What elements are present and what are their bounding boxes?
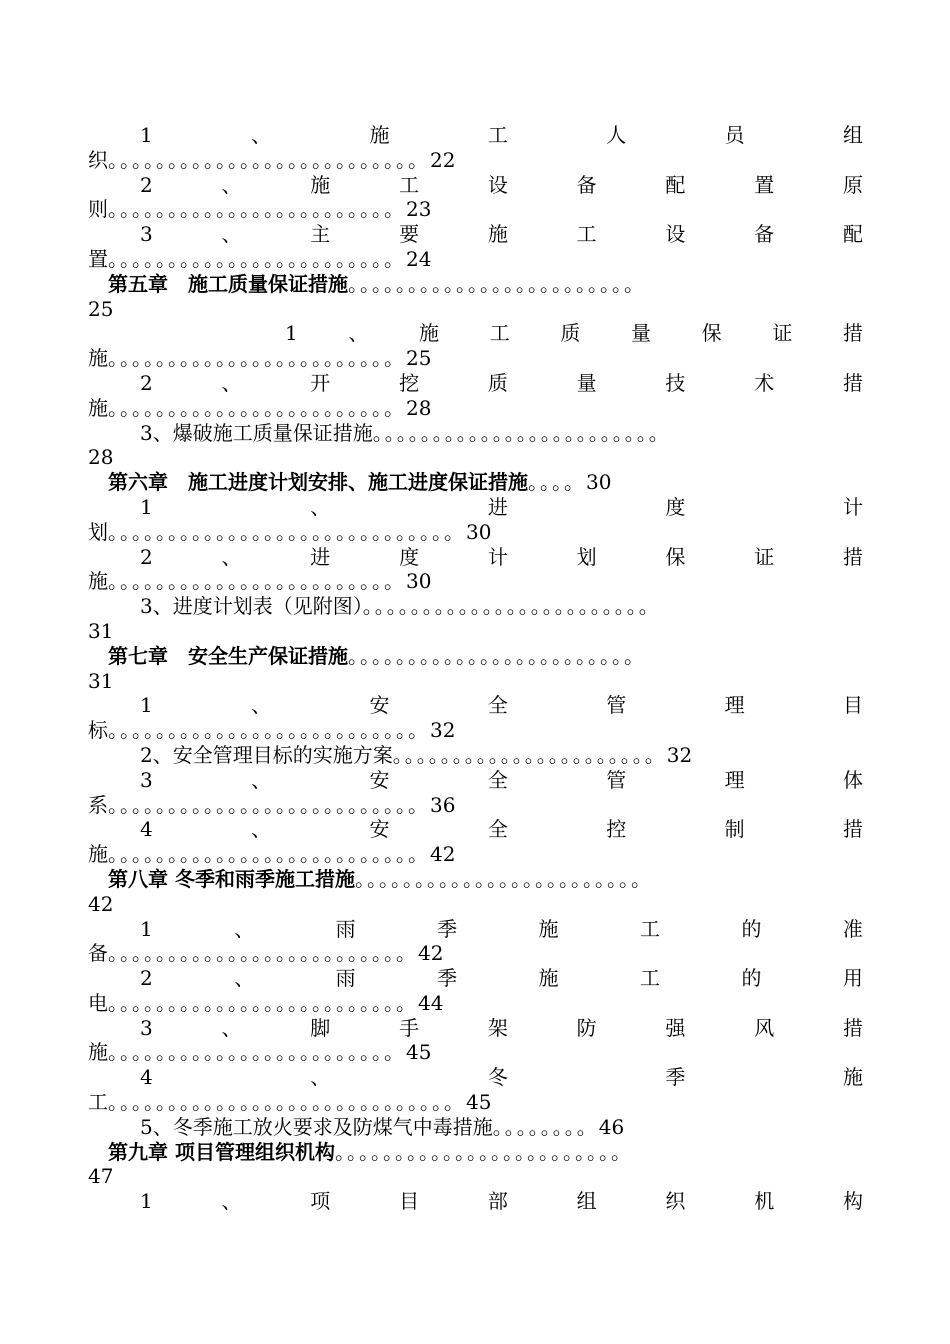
- toc-page-line: [0, 445, 950, 470]
- toc-page-number: 47: [88, 1164, 114, 1189]
- toc-item-title: 3、进度计划表（见附图）: [140, 594, 363, 619]
- toc-char: 证: [754, 544, 775, 569]
- toc-continuation: [88, 842, 888, 867]
- toc-continuation: [88, 1090, 888, 1115]
- toc-char: 、: [221, 172, 242, 197]
- toc-entry-line: [0, 222, 950, 247]
- toc-tail-char: 施: [88, 346, 108, 371]
- toc-char: 理: [724, 693, 745, 718]
- toc-spread-text: [140, 123, 863, 148]
- toc-entry-line: [0, 693, 950, 718]
- toc-continuation: [88, 520, 888, 545]
- toc-char: 工: [576, 222, 597, 247]
- toc-chapter-title: 第八章 冬季和雨季施工措施: [108, 866, 355, 891]
- toc-page-number: 28: [88, 445, 114, 470]
- toc-char: 目: [399, 1189, 420, 1214]
- toc-chapter-line: [0, 470, 950, 495]
- toc-char: 季: [665, 1065, 686, 1090]
- toc-entry-line: [0, 1016, 950, 1041]
- toc-heading-text: [108, 470, 878, 495]
- toc-char: 用: [842, 966, 863, 991]
- toc-entry-line: [0, 495, 950, 520]
- toc-entry-line: [0, 917, 950, 942]
- toc-page-line: [0, 619, 950, 644]
- toc-char: 2: [140, 966, 153, 991]
- toc-continuation-line: [0, 1040, 950, 1065]
- toc-continuation: [88, 197, 888, 222]
- toc-page-number: 23: [406, 197, 432, 222]
- toc-tail-char: 工: [88, 1090, 108, 1115]
- toc-heading-text: [108, 867, 878, 892]
- toc-char: 3: [140, 767, 153, 792]
- toc-char: 季: [437, 916, 458, 941]
- toc-continuation: [88, 941, 888, 966]
- toc-spread-text: [140, 693, 863, 718]
- toc-continuation: [88, 991, 888, 1016]
- toc-item-line: [0, 594, 950, 619]
- toc-chapter-title: 第七章 安全生产保证措施: [108, 643, 348, 668]
- toc-spread-text: [140, 495, 863, 520]
- toc-char: 安: [369, 817, 390, 842]
- toc-char: 保: [701, 321, 722, 346]
- toc-char: 的: [741, 916, 762, 941]
- toc-continuation: [88, 396, 888, 421]
- toc-page-number: 45: [406, 1040, 432, 1065]
- toc-char: 安: [369, 767, 390, 792]
- toc-char: 施: [369, 123, 390, 147]
- toc-page-number: 31: [88, 668, 114, 693]
- toc-page-number: 30: [466, 519, 492, 544]
- toc-leader-dots: 。。。。。。。。。。。。。。。。。。。。。。。。: [348, 643, 646, 668]
- toc-char: 计: [842, 494, 863, 519]
- toc-page-number: 42: [430, 842, 456, 867]
- toc-char: 施: [842, 1065, 863, 1090]
- toc-continuation-line: [0, 842, 950, 867]
- toc-chapter-title: 第六章 施工进度计划安排、施工进度保证措施: [108, 470, 528, 495]
- toc-char: 3: [140, 1015, 153, 1040]
- toc-char: 人: [606, 123, 627, 147]
- toc-char: 全: [487, 817, 508, 842]
- toc-char: 、: [251, 123, 272, 147]
- toc-page-line: [0, 297, 950, 322]
- toc-leader-dots: 。。。。。。。。。。。。。。。。。。。。。。。。。。: [108, 792, 430, 817]
- toc-char: 手: [399, 1015, 420, 1040]
- toc-continuation-line: [0, 991, 950, 1016]
- toc-char: 管: [606, 767, 627, 792]
- toc-char: 工: [399, 172, 420, 197]
- toc-leader-dots: 。。。。。。。。。。。。。。。。。。。。。。。。: [108, 569, 406, 594]
- toc-char: 雨: [335, 916, 356, 941]
- toc-char: 全: [487, 693, 508, 718]
- toc-page-number: 44: [418, 990, 444, 1015]
- toc-continuation-line: [0, 1090, 950, 1115]
- toc-char: 工: [489, 321, 510, 346]
- toc-leader-dots: 。。。。。。。。。。。。。。。。。。。。。。: [392, 742, 667, 767]
- toc-page-number: 42: [418, 941, 444, 966]
- toc-char: 项: [310, 1189, 331, 1214]
- toc-leader-dots: 。。。。。。。。。。。。。。。。。。。。。。。。。: [108, 941, 418, 966]
- toc-page-line: [0, 669, 950, 694]
- toc-page-number: 25: [88, 296, 114, 321]
- toc-char: 1: [140, 123, 153, 147]
- toc-leader-dots: 。。。。: [528, 470, 586, 495]
- toc-char: 制: [724, 817, 745, 842]
- toc-page-number: 46: [598, 1114, 625, 1139]
- toc-char: 措: [842, 321, 863, 346]
- toc-leader-dots: 。。。。。。。。。。。。。。。。。。。。。。。。: [354, 866, 653, 891]
- toc-char: 组: [842, 123, 863, 147]
- toc-leader-dots: 。。。。。。。。。。。。。。。。。。。。。。。。。。: [108, 842, 430, 867]
- toc-tail-char: 施: [88, 1040, 108, 1065]
- toc-char: 构: [842, 1189, 863, 1214]
- toc-entry-line: [0, 768, 950, 793]
- toc-chapter-title: 第五章 施工质量保证措施: [108, 271, 348, 296]
- toc-leader-dots: 。。。。。。。。。。。。。。。。。。。。。。。。: [108, 395, 406, 420]
- toc-leader-dots: 。。。。。。。。。。。。。。。。。。。。。。。。: [334, 1139, 633, 1164]
- toc-char: 体: [842, 767, 863, 792]
- toc-char: 4: [140, 817, 153, 842]
- toc-char: 施: [419, 321, 440, 346]
- toc-spread-text: [140, 1016, 863, 1041]
- toc-char: 证: [772, 321, 793, 346]
- toc-chapter-line: [0, 272, 950, 297]
- toc-tail-char: 则: [88, 197, 108, 222]
- toc-char: 全: [487, 767, 508, 792]
- toc-char: 管: [606, 693, 627, 718]
- toc-tail-char: 织: [88, 147, 108, 172]
- toc-tail-char: 划: [88, 519, 108, 544]
- toc-char: 1: [140, 693, 153, 718]
- toc-char: 2: [140, 172, 153, 197]
- toc-spread-text: [140, 966, 863, 991]
- toc-heading-text: [140, 594, 878, 619]
- toc-char: 备: [576, 172, 597, 197]
- toc-leader-dots: 。。。。。。。。。。。。。。。。。。。。。。。。。。。。。: [108, 519, 466, 544]
- toc-entry-line: [0, 545, 950, 570]
- toc-char: 、: [234, 916, 255, 941]
- toc-char: 配: [842, 222, 863, 247]
- toc-continuation-line: [0, 396, 950, 421]
- toc-continuation: [88, 1040, 888, 1065]
- toc-char: 2: [140, 544, 153, 569]
- toc-page-line: [0, 892, 950, 917]
- toc-char: 、: [234, 966, 255, 991]
- toc-leader-dots: 。。。。。。。。。。。。。。。。。。。。。。。。。。。。。: [108, 1090, 466, 1115]
- toc-continuation: [88, 346, 888, 371]
- toc-leader-dots: 。。。。。。。。。。。。。。。。。。。。。。。。: [108, 197, 406, 222]
- toc-char: 进: [487, 494, 508, 519]
- toc-char: 术: [754, 370, 775, 395]
- toc-page-number: 42: [88, 891, 114, 916]
- toc-char: 、: [310, 494, 331, 519]
- toc-leader-dots: 。。。。。。。。。。。。。。。。。。。。。。。。: [348, 271, 646, 296]
- toc-page-number: 30: [586, 470, 612, 495]
- toc-char: 、: [221, 222, 242, 247]
- toc-tail-char: 施: [88, 569, 108, 594]
- toc-continuation-line: [0, 247, 950, 272]
- toc-char: 2: [140, 370, 153, 395]
- toc-char: 1: [140, 1189, 153, 1214]
- toc-heading-text: [140, 421, 878, 446]
- toc-page-number: 32: [666, 742, 693, 767]
- toc-continuation: [88, 569, 888, 594]
- toc-char: 计: [487, 544, 508, 569]
- toc-char: 、: [251, 693, 272, 718]
- toc-spread-text: [140, 817, 863, 842]
- toc-page-wrap: [88, 1164, 113, 1189]
- toc-entry-line: [0, 123, 950, 148]
- toc-page-wrap: [88, 445, 113, 470]
- toc-continuation-line: [0, 569, 950, 594]
- toc-page-number: 30: [406, 569, 432, 594]
- toc-continuation: [88, 247, 888, 272]
- toc-char: 、: [251, 767, 272, 792]
- toc-page-number: 25: [406, 346, 432, 371]
- toc-char: 开: [310, 370, 331, 395]
- toc-char: 设: [665, 222, 686, 247]
- toc-char: 季: [437, 966, 458, 991]
- toc-char: 质: [487, 370, 508, 395]
- toc-page-wrap: [88, 669, 113, 694]
- toc-chapter-line: [0, 1140, 950, 1165]
- toc-page-wrap: [88, 297, 113, 322]
- toc-item-title: 5、冬季施工放火要求及防煤气中毒措施: [140, 1114, 493, 1139]
- toc-char: 架: [487, 1015, 508, 1040]
- toc-continuation-line: [0, 793, 950, 818]
- toc-page-number: 45: [466, 1090, 492, 1115]
- toc-char: 冬: [487, 1065, 508, 1090]
- toc-char: 1: [140, 916, 153, 941]
- toc-spread-text: [140, 545, 863, 570]
- toc-char: 措: [842, 370, 863, 395]
- toc-char: 量: [576, 370, 597, 395]
- toc-char: 控: [606, 817, 627, 842]
- toc-char: 挖: [399, 370, 420, 395]
- toc-spread-text: [140, 1065, 863, 1090]
- toc-continuation: [88, 793, 888, 818]
- toc-continuation: [88, 718, 888, 743]
- toc-char: 的: [741, 966, 762, 991]
- toc-entry-line: [0, 966, 950, 991]
- toc-spread-text: [285, 321, 863, 346]
- toc-entry-line: [0, 817, 950, 842]
- toc-continuation: [88, 148, 888, 173]
- toc-char: 施: [538, 916, 559, 941]
- toc-char: 1: [285, 321, 298, 346]
- toc-char: 要: [399, 222, 420, 247]
- table-of-contents: [0, 123, 950, 1214]
- toc-entry-line: [0, 321, 950, 346]
- toc-entry-line: [0, 371, 950, 396]
- toc-char: 强: [665, 1015, 686, 1040]
- toc-item-line: [0, 1115, 950, 1140]
- toc-char: 机: [754, 1189, 775, 1214]
- toc-char: 进: [310, 544, 331, 569]
- toc-heading-text: [108, 272, 878, 297]
- toc-char: 设: [487, 172, 508, 197]
- toc-chapter-title: 第九章 项目管理组织机构: [108, 1139, 335, 1164]
- toc-spread-text: [140, 768, 863, 793]
- toc-char: 工: [487, 123, 508, 147]
- toc-page-number: 22: [430, 147, 456, 172]
- toc-char: 技: [665, 370, 686, 395]
- toc-spread-text: [140, 173, 863, 198]
- toc-char: 、: [221, 544, 242, 569]
- toc-char: 工: [640, 966, 660, 991]
- toc-continuation-line: [0, 941, 950, 966]
- toc-page-number: 36: [430, 792, 456, 817]
- toc-char: 、: [221, 370, 242, 395]
- toc-char: 、: [251, 817, 272, 842]
- toc-spread-text: [140, 917, 863, 942]
- toc-char: 主: [310, 222, 331, 247]
- toc-item-title: 2、安全管理目标的实施方案: [140, 742, 393, 767]
- toc-item-line: [0, 421, 950, 446]
- toc-leader-dots: 。。。。。。。。。。。。。。。。。。。。。。。。。。: [108, 718, 430, 743]
- toc-char: 、: [348, 321, 369, 346]
- toc-char: 施: [310, 172, 331, 197]
- toc-leader-dots: 。。。。。。。。。。。。。。。。。。。。。。。。: [108, 1040, 406, 1065]
- toc-leader-dots: 。。。。。。。。: [492, 1114, 599, 1139]
- toc-char: 、: [310, 1065, 331, 1090]
- toc-char: 4: [140, 1065, 153, 1090]
- toc-tail-char: 标: [88, 718, 108, 743]
- toc-char: 1: [140, 494, 153, 519]
- toc-char: 度: [665, 494, 686, 519]
- toc-continuation-line: [0, 346, 950, 371]
- toc-char: 雨: [335, 966, 356, 991]
- toc-char: 划: [576, 544, 597, 569]
- toc-char: 脚: [310, 1015, 331, 1040]
- toc-char: 准: [842, 916, 863, 941]
- toc-page-number: 28: [406, 395, 432, 420]
- toc-spread-text: [140, 1189, 863, 1214]
- toc-heading-text: [108, 644, 878, 669]
- toc-char: 理: [724, 767, 745, 792]
- toc-tail-char: 施: [88, 395, 108, 420]
- toc-entry-line: [0, 1189, 950, 1214]
- toc-page-wrap: [88, 619, 113, 644]
- toc-char: 3: [140, 222, 153, 247]
- toc-leader-dots: 。。。。。。。。。。。。。。。。。。。。。。。。: [108, 346, 406, 371]
- toc-spread-text: [140, 222, 863, 247]
- toc-leader-dots: 。。。。。。。。。。。。。。。。。。。。。。。。: [372, 420, 671, 445]
- toc-char: 措: [842, 1015, 863, 1040]
- toc-tail-char: 系: [88, 792, 108, 817]
- toc-char: 工: [640, 916, 660, 941]
- toc-heading-text: [140, 743, 878, 768]
- toc-page-number: 24: [406, 246, 432, 271]
- toc-leader-dots: 。。。。。。。。。。。。。。。。。。。。。。。。。。: [108, 147, 430, 172]
- toc-char: 量: [631, 321, 652, 346]
- toc-continuation-line: [0, 197, 950, 222]
- toc-page-number: 31: [88, 618, 114, 643]
- toc-char: 员: [724, 123, 745, 147]
- toc-char: 、: [221, 1189, 242, 1214]
- toc-tail-char: 施: [88, 842, 108, 867]
- toc-char: 施: [538, 966, 559, 991]
- toc-char: 保: [665, 544, 686, 569]
- toc-heading-text: [108, 1140, 878, 1165]
- toc-tail-char: 置: [88, 246, 108, 271]
- toc-continuation-line: [0, 520, 950, 545]
- toc-char: 组: [576, 1189, 597, 1214]
- toc-char: 安: [369, 693, 390, 718]
- toc-char: 配: [665, 172, 686, 197]
- toc-page-wrap: [88, 892, 113, 917]
- toc-continuation-line: [0, 718, 950, 743]
- toc-char: 织: [665, 1189, 686, 1214]
- toc-char: 防: [576, 1015, 597, 1040]
- toc-entry-line: [0, 173, 950, 198]
- toc-heading-text: [140, 1115, 878, 1140]
- toc-char: 置: [754, 172, 775, 197]
- toc-leader-dots: 。。。。。。。。。。。。。。。。。。。。。。。。: [108, 246, 406, 271]
- toc-item-line: [0, 743, 950, 768]
- toc-char: 度: [399, 544, 420, 569]
- toc-tail-char: 备: [88, 941, 108, 966]
- toc-page-number: 32: [430, 718, 456, 743]
- toc-leader-dots: 。。。。。。。。。。。。。。。。。。。。。。。。: [362, 594, 661, 619]
- toc-char: 措: [842, 817, 863, 842]
- toc-char: 措: [842, 544, 863, 569]
- toc-entry-line: [0, 1065, 950, 1090]
- toc-char: 目: [842, 693, 863, 718]
- toc-leader-dots: 。。。。。。。。。。。。。。。。。。。。。。。。。: [108, 990, 418, 1015]
- toc-chapter-line: [0, 644, 950, 669]
- toc-tail-char: 电: [88, 990, 108, 1015]
- toc-char: 备: [754, 222, 775, 247]
- toc-char: 部: [487, 1189, 508, 1214]
- toc-char: 施: [487, 222, 508, 247]
- toc-item-title: 3、爆破施工质量保证措施: [140, 420, 373, 445]
- toc-page-line: [0, 1164, 950, 1189]
- toc-spread-text: [140, 371, 863, 396]
- toc-char: 原: [842, 172, 863, 197]
- toc-continuation-line: [0, 148, 950, 173]
- toc-char: 、: [221, 1015, 242, 1040]
- toc-chapter-line: [0, 867, 950, 892]
- toc-char: 风: [754, 1015, 775, 1040]
- toc-char: 质: [560, 321, 581, 346]
